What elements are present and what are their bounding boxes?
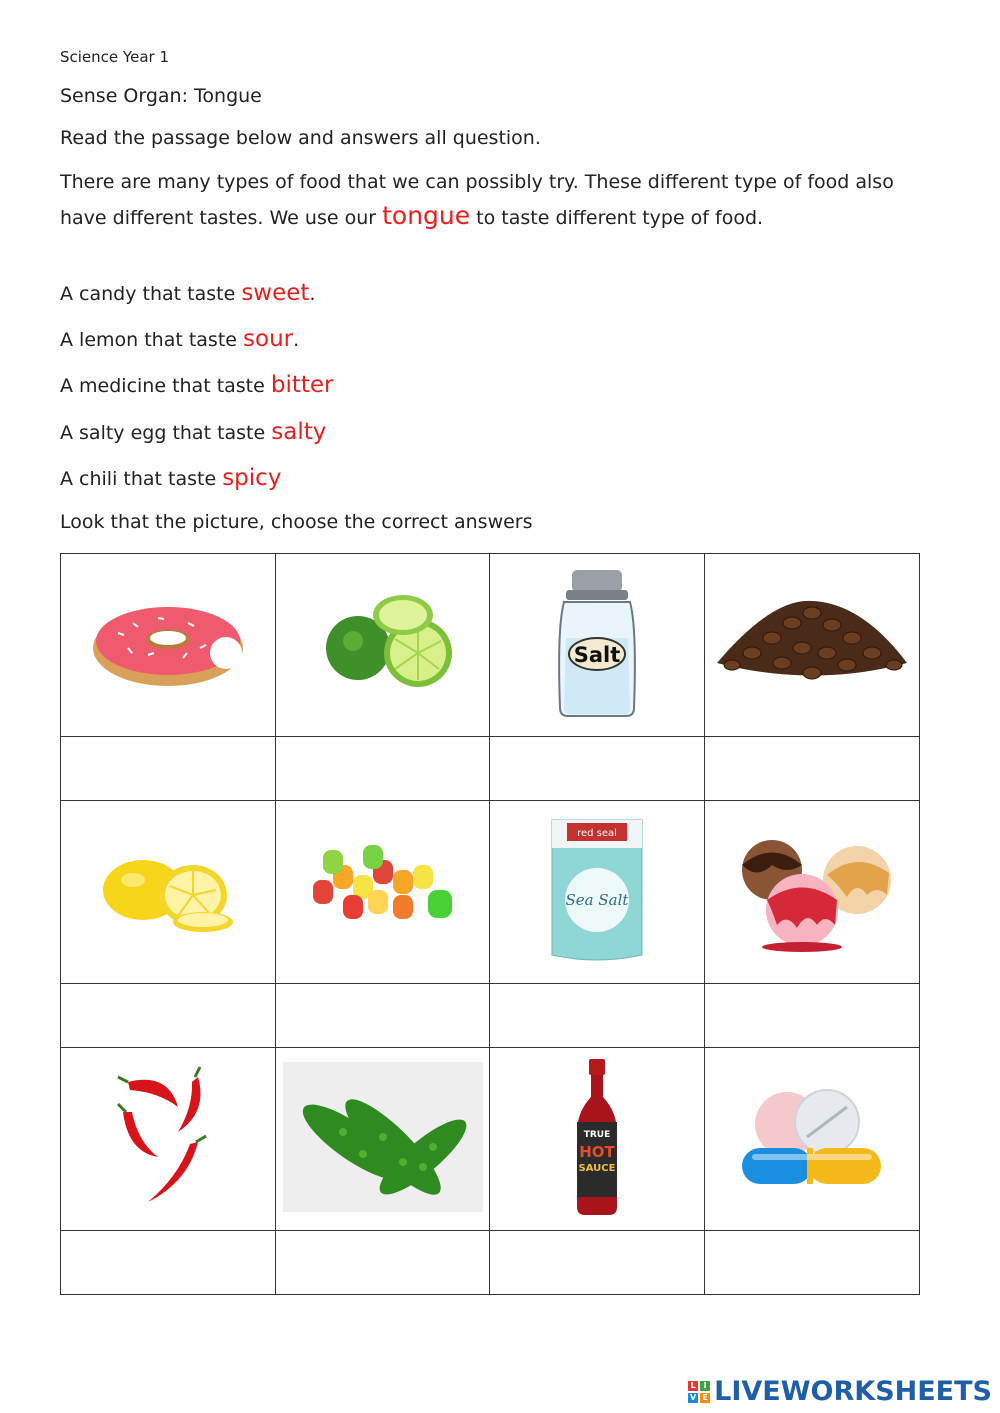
cell-donut xyxy=(61,554,276,737)
answer-box[interactable] xyxy=(61,984,276,1048)
example-line xyxy=(60,465,281,491)
logo-letter: E xyxy=(700,1393,710,1403)
coffee-beans-image xyxy=(712,593,912,693)
cell-salt-shaker xyxy=(490,554,705,737)
logo-mark-icon xyxy=(688,1381,710,1403)
answer-box[interactable] xyxy=(490,984,705,1048)
logo-letter: V xyxy=(690,1392,697,1402)
example-end: . xyxy=(309,283,316,305)
example-line xyxy=(60,372,334,398)
liveworksheets-logo xyxy=(688,1376,992,1407)
example-line xyxy=(60,280,315,306)
answer-box[interactable] xyxy=(705,737,920,801)
donut-image xyxy=(88,593,248,693)
cell-medicine xyxy=(705,1048,920,1231)
cell-coffee-beans xyxy=(705,554,920,737)
example-text: A medicine that taste xyxy=(60,375,271,397)
passage-keyword: tongue xyxy=(382,201,471,230)
cell-lemon xyxy=(61,801,276,984)
example-line xyxy=(60,419,326,445)
example-end: . xyxy=(293,329,300,351)
answer-box[interactable] xyxy=(490,737,705,801)
answer-box[interactable] xyxy=(705,984,920,1048)
sea-salt-image xyxy=(542,815,652,965)
task-instruction: Look that the picture, choose the correct answers xyxy=(60,511,533,533)
hot-sauce-name1: HOT xyxy=(579,1143,615,1161)
gummy-bears-image xyxy=(303,840,463,940)
cell-gummy-bears xyxy=(276,801,490,984)
answer-box[interactable] xyxy=(276,1231,490,1295)
subject-line: Science Year 1 xyxy=(60,48,169,66)
example-taste: spicy xyxy=(222,465,282,491)
example-text: A candy that taste xyxy=(60,283,242,305)
instruction-line: Read the passage below and answers all question. xyxy=(60,127,541,149)
salt-shaker-label: Salt xyxy=(573,643,621,667)
cell-bitter-gourd xyxy=(276,1048,490,1231)
example-text: A lemon that taste xyxy=(60,329,244,351)
lime-image xyxy=(313,593,453,693)
sea-salt-brand: red seal xyxy=(577,828,617,839)
hot-sauce-image xyxy=(567,1057,627,1217)
cell-hot-sauce xyxy=(490,1048,705,1231)
logo-letter: I xyxy=(700,1381,710,1391)
answer-box[interactable] xyxy=(276,737,490,801)
answer-box[interactable] xyxy=(276,984,490,1048)
hot-sauce-name2: SAUCE xyxy=(578,1163,616,1174)
hot-sauce-brand: TRUE xyxy=(583,1130,611,1140)
cell-lime xyxy=(276,554,490,737)
example-text: A salty egg that taste xyxy=(60,422,272,444)
logo-text: LIVEWORKSHEETS xyxy=(714,1376,992,1407)
answer-box[interactable] xyxy=(61,737,276,801)
example-taste: sweet xyxy=(241,280,310,306)
picture-grid xyxy=(60,553,920,1295)
example-taste: bitter xyxy=(270,372,334,398)
ice-cream-image xyxy=(717,825,907,955)
chili-image xyxy=(108,1062,228,1212)
medicine-image xyxy=(737,1082,887,1192)
sea-salt-label: Sea Salt xyxy=(565,891,629,909)
example-line xyxy=(60,326,299,352)
salt-shaker-image xyxy=(552,568,642,718)
example-text: A chili that taste xyxy=(60,468,223,490)
passage-part1: There are many types of food that we can possibly try. These different type of food also have different tastes. We use our xyxy=(60,171,894,229)
passage xyxy=(60,166,910,235)
passage-part2: to taste different type of food. xyxy=(470,207,764,229)
answer-box[interactable] xyxy=(490,1231,705,1295)
answer-box[interactable] xyxy=(61,1231,276,1295)
example-taste: salty xyxy=(271,419,327,445)
logo-letter: L xyxy=(688,1381,698,1391)
answer-box[interactable] xyxy=(705,1231,920,1295)
cell-sea-salt xyxy=(490,801,705,984)
bitter-gourd-image xyxy=(283,1062,483,1212)
topic-line: Sense Organ: Tongue xyxy=(60,85,262,107)
cell-chili xyxy=(61,1048,276,1231)
example-taste: sour xyxy=(243,326,294,352)
cell-ice-cream xyxy=(705,801,920,984)
lemon-image xyxy=(98,840,238,940)
